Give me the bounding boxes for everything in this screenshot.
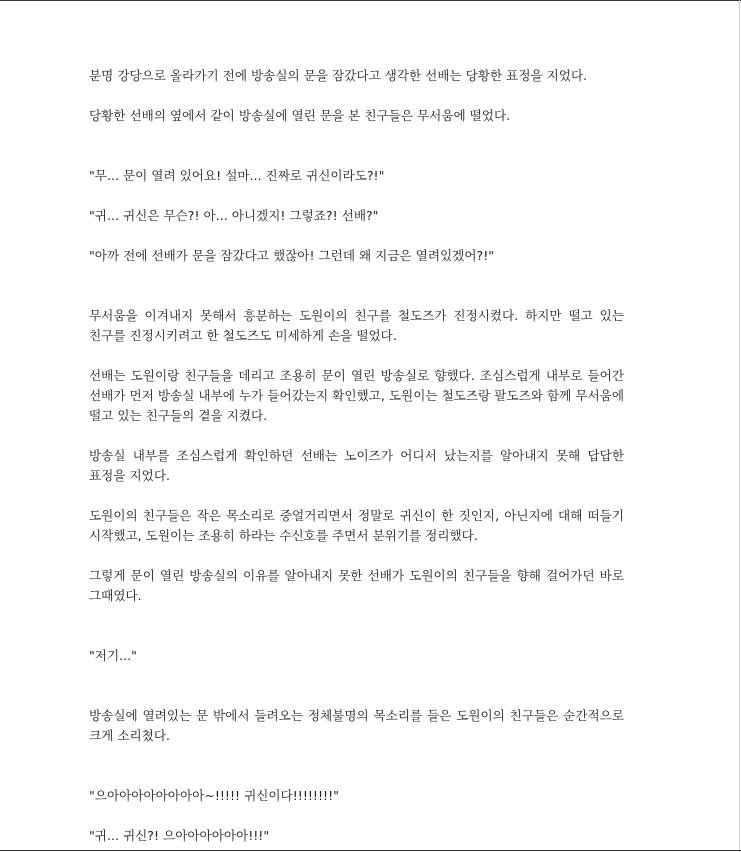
paragraph-4: 선배는 도원이랑 친구들을 데리고 조용히 문이 열린 방송실로 향했다. 조심스럽게 내부로 들어간 선배가 먼저 방송실 내부에 누가 들어갔는지 확인했고, 도원이는 철도즈랑 팔도즈와 함께 무서움에 떨고 있는 친구들의 곁을 지켰다.	[89, 368, 624, 423]
right-border	[739, 0, 740, 852]
paragraph-7: 그렇게 문이 열린 방송실의 이유를 알아내지 못한 선배가 도원이의 친구들을 향해 걸어가던 바로 그때였다.	[89, 568, 624, 603]
paragraph-5: 방송실 내부를 조심스럽게 확인하던 선배는 노이즈가 어디서 났는지를 알아내지 못해 답답한 표정을 지었다.	[89, 448, 624, 483]
dialogue-line-4: "저기..."	[89, 648, 137, 663]
paragraph-2: 당황한 선배의 옆에서 같이 방송실에 열린 문을 본 친구들은 무서움에 떨었다.	[89, 108, 511, 123]
dialogue-line-1: "무... 문이 열려 있어요! 설마... 진짜로 귀신이라도?!"	[89, 168, 385, 183]
dialogue-line-2: "귀... 귀신은 무슨?! 아... 아니겠지! 그렇죠?! 선배?"	[89, 208, 379, 223]
dialogue-line-6: "귀... 귀신?! 으아아아아아아!!!"	[89, 828, 270, 843]
dialogue-line-3: "아까 전에 선배가 문을 잠갔다고 했잖아! 그런데 왜 지금은 열려있겠어?!"	[89, 248, 495, 263]
paragraph-8: 방송실에 열려있는 문 밖에서 들려오는 정체불명의 목소리를 들은 도원이의 친구들은 순간적으로 크게 소리쳤다.	[89, 708, 624, 743]
top-border	[0, 0, 741, 1]
paragraph-3: 무서움을 이겨내지 못해서 흥분하는 도원이의 친구를 철도즈가 진정시켰다. 하지만 떨고 있는 친구를 진정시키려고 한 철도즈도 미세하게 손을 떨었다.	[89, 308, 624, 343]
bottom-border	[0, 850, 741, 851]
paragraph-6: 도원이의 친구들은 작은 목소리로 중얼거리면서 정말로 귀신이 한 짓인지, 아닌지에 대해 떠들기 시작했고, 도원이는 조용히 하라는 수신호를 주면서 분위기를 정리했다.	[89, 508, 624, 543]
dialogue-line-5: "으아아아아아아아아~!!!!! 귀신이다!!!!!!!!"	[89, 788, 339, 803]
paragraph-1: 분명 강당으로 올라가기 전에 방송실의 문을 잠갔다고 생각한 선배는 당황한 표정을 지었다.	[89, 68, 588, 83]
